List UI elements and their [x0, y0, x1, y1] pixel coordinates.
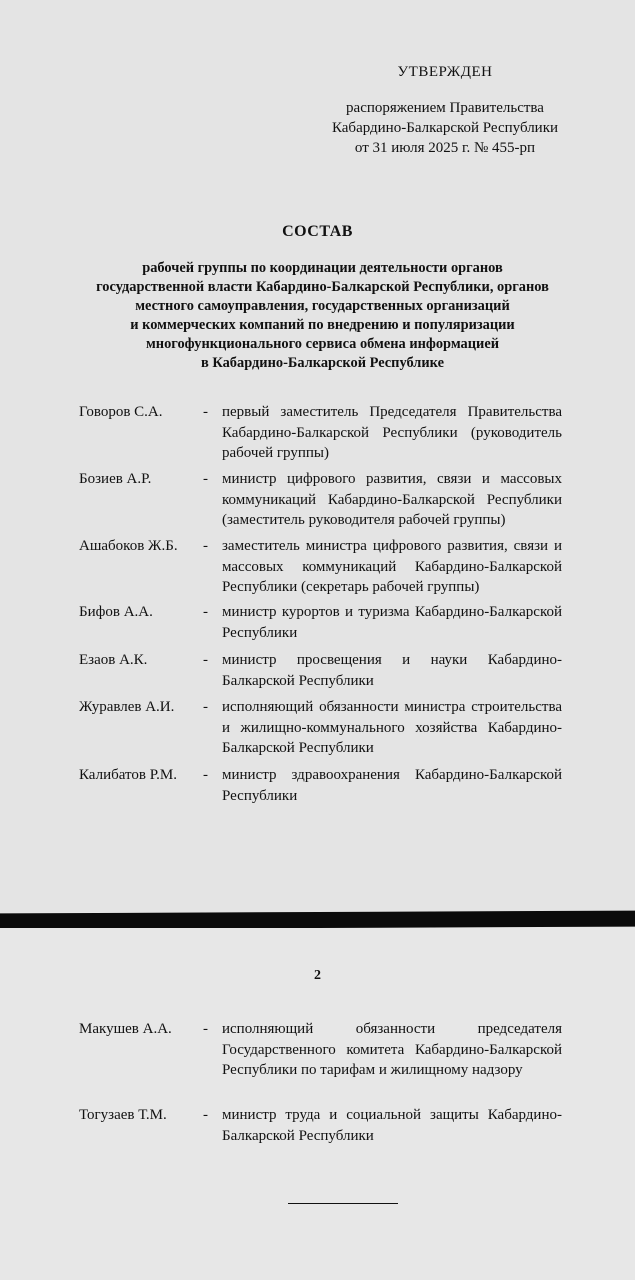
member-name: Журавлев А.И.	[79, 699, 175, 715]
member-dash: -	[203, 652, 208, 668]
approval-line: распоряжением Правительства	[346, 100, 544, 116]
member-dash: -	[203, 538, 208, 554]
subtitle-line: в Кабардино-Балкарской Республике	[201, 355, 444, 371]
end-rule	[288, 1203, 398, 1204]
member-name: Бозиев А.Р.	[79, 471, 152, 487]
member-name: Говоров С.А.	[79, 404, 163, 420]
member-role: министр цифрового развития, связи и массовых коммуникаций Кабардино-Балкарской Республики (заместитель руководителя рабочей группы)	[222, 471, 562, 528]
subtitle-line: местного самоуправления, государственных организаций	[135, 298, 510, 314]
approval-title: УТВЕРЖДЕН	[397, 64, 493, 80]
approval-line: Кабардино-Балкарской Республики	[331, 120, 559, 136]
member-name: Макушев А.А.	[79, 1021, 172, 1037]
member-name: Бифов А.А.	[79, 604, 153, 620]
subtitle-line: государственной власти Кабардино-Балкарской Республики, органов	[96, 279, 549, 295]
member-dash: -	[203, 1021, 208, 1037]
subtitle-line: и коммерческих компаний по внедрению и популяризации	[130, 317, 515, 333]
member-dash: -	[203, 699, 208, 715]
member-role: министр труда и социальной защиты Кабардино-Балкарской Республики	[222, 1107, 562, 1144]
member-role: исполняющий обязанности министра строительства и жилищно-коммунального хозяйства Кабардино-Балкарской Республики	[222, 699, 562, 756]
subtitle-line: многофункционального сервиса обмена информацией	[146, 336, 499, 352]
member-name: Тогузаев Т.М.	[79, 1107, 167, 1123]
member-role: министр курортов и туризма Кабардино-Балкарской Республики	[222, 604, 562, 641]
member-dash: -	[203, 1107, 208, 1123]
member-role: исполняющий обязанности председателя Государственного комитета Кабардино-Балкарской Республики по тарифам и жилищному надзору	[222, 1021, 562, 1078]
member-role: министр просвещения и науки Кабардино-Балкарской Республики	[222, 652, 562, 689]
approval-line: от 31 июля 2025 г. № 455-рп	[354, 140, 536, 156]
subtitle-line: рабочей группы по координации деятельности органов	[142, 260, 503, 276]
member-dash: -	[203, 404, 208, 420]
member-dash: -	[203, 767, 208, 783]
document-subtitle	[60, 259, 585, 373]
member-role: заместитель министра цифрового развития, связи и массовых коммуникаций Кабардино-Балкарской Республики (секретарь рабочей группы)	[222, 538, 562, 595]
member-name: Езаов А.К.	[79, 652, 148, 668]
member-dash: -	[203, 604, 208, 620]
member-name: Ашабоков Ж.Б.	[79, 538, 178, 554]
member-name: Калибатов Р.М.	[79, 767, 178, 783]
member-dash: -	[203, 471, 208, 487]
page-separator	[0, 911, 635, 930]
member-role: первый заместитель Председателя Правительства Кабардино-Балкарской Республики (руководитель рабочей группы)	[222, 404, 562, 461]
document-title: СОСТАВ	[282, 223, 353, 240]
member-role: министр здравоохранения Кабардино-Балкарской Республики	[222, 767, 562, 804]
approval-block	[325, 98, 565, 158]
page-number: 2	[314, 968, 321, 983]
